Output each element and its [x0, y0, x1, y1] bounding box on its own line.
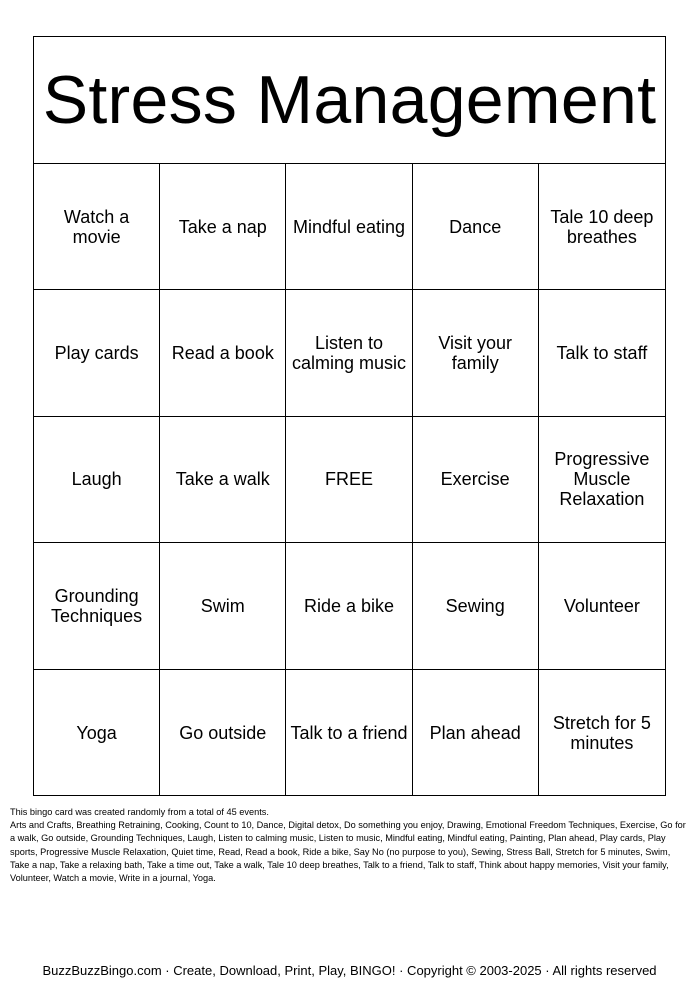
bingo-cell: Progressive Muscle Relaxation [539, 417, 665, 543]
bingo-cell: Laugh [34, 417, 160, 543]
bingo-cell: Grounding Techniques [34, 543, 160, 669]
bingo-cell: Ride a bike [286, 543, 412, 669]
free-space-cell: FREE [286, 417, 412, 543]
event-list-info [10, 806, 692, 885]
card-title: Stress Management [34, 37, 665, 164]
event-list-text: Arts and Crafts, Breathing Retraining, Cooking, Count to 10, Dance, Digital detox, Do something you enjoy, Drawing, Emotional Freedom Techniques, Exercise, Go for a walk, Go outside, Grounding Techniques, Laugh, Listen to calming music, Listen to music, Mindful eating, Mindful eating, Painting, Plan ahead, Play cards, Play sports, Progressive Muscle Relaxation, Quiet time, Read, Read a book, Ride a bike, Say No (no purpose to you), Sewing, Stress Ball, Stretch for 5 minutes, Swim, Take a nap, Take a relaxing bath, Take a time out, Take a walk, Tale 10 deep breathes, Talk to a friend, Talk to staff, Think about happy memories, Visit your family, Volunteer, Watch a movie, Write in a journal, Yoga. [10, 820, 686, 884]
bingo-cell: Talk to a friend [286, 670, 412, 796]
bingo-cell: Yoga [34, 670, 160, 796]
bingo-cell: Go outside [160, 670, 286, 796]
bingo-cell: Volunteer [539, 543, 665, 669]
bingo-cell: Talk to staff [539, 290, 665, 416]
bingo-cell: Take a walk [160, 417, 286, 543]
bingo-cell: Tale 10 deep breathes [539, 164, 665, 290]
bingo-cell: Swim [160, 543, 286, 669]
bingo-cell: Watch a movie [34, 164, 160, 290]
bingo-cell: Play cards [34, 290, 160, 416]
bingo-cell: Take a nap [160, 164, 286, 290]
bingo-cell: Exercise [413, 417, 539, 543]
bingo-grid [34, 164, 665, 796]
bingo-cell: Sewing [413, 543, 539, 669]
bingo-cell: Plan ahead [413, 670, 539, 796]
bingo-cell: Mindful eating [286, 164, 412, 290]
bingo-cell: Stretch for 5 minutes [552, 712, 651, 753]
footer-text: BuzzBuzzBingo.com · Create, Download, Print, Play, BINGO! · Copyright © 2003-2025 · All rights reserved [42, 963, 657, 978]
event-count-text: This bingo card was created randomly from a total of 45 events. [10, 807, 269, 817]
bingo-cell: Dance [413, 164, 539, 290]
bingo-card [33, 36, 666, 796]
bingo-cell: Visit your family [413, 290, 539, 416]
bingo-cell: Read a book [160, 290, 286, 416]
bingo-cell: Listen to calming music [286, 290, 412, 416]
